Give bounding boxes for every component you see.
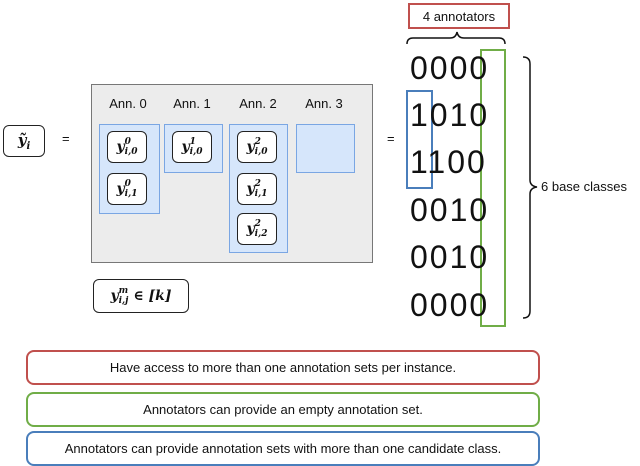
matrix-row-3: 0010: [410, 192, 490, 228]
equals-sign-right: =: [387, 131, 395, 146]
annotators-label: 4 annotators: [422, 8, 496, 24]
matrix-row-4: 0010: [410, 239, 490, 275]
annotation-entry: y 0 i,0: [107, 131, 147, 163]
annotation-entry: y 0 i,1: [107, 173, 147, 205]
annotator-label-3: Ann. 3: [305, 96, 343, 111]
matrix-row-1: 1010: [410, 97, 490, 133]
annotation-entry: y 2 i,2: [237, 213, 277, 245]
matrix-row-2: 1100: [410, 144, 487, 180]
matrix-row-5: 0000: [410, 287, 490, 323]
annotation-entry: y 2 i,0: [237, 131, 277, 163]
annotator-label-2: Ann. 2: [239, 96, 277, 111]
caption-multiple-sets: Have access to more than one annotation sets per instance.: [26, 350, 540, 385]
base-classes-label: 6 base classes: [541, 179, 627, 194]
annotator-label-1: Ann. 1: [173, 96, 211, 111]
y-tilde-symbol: ỹ$_i$: [17, 130, 31, 152]
matrix-row-0: 0000: [410, 50, 490, 86]
equals-sign-left: =: [62, 131, 70, 146]
annotator-label-0: Ann. 0: [109, 96, 147, 111]
caption-multiple-candidates: Annotators can provide annotation sets with more than one candidate class.: [26, 431, 540, 466]
right-brace: [523, 57, 537, 318]
formula-box: y m i,j ∈ [k]: [93, 279, 189, 313]
annotation-entry: y 1 i,0: [172, 131, 212, 163]
caption-empty-set: Annotators can provide an empty annotation set.: [26, 392, 540, 427]
green-highlight-column: [481, 50, 505, 326]
top-brace: [407, 32, 505, 44]
annotation-entry: y 2 i,1: [237, 173, 277, 205]
